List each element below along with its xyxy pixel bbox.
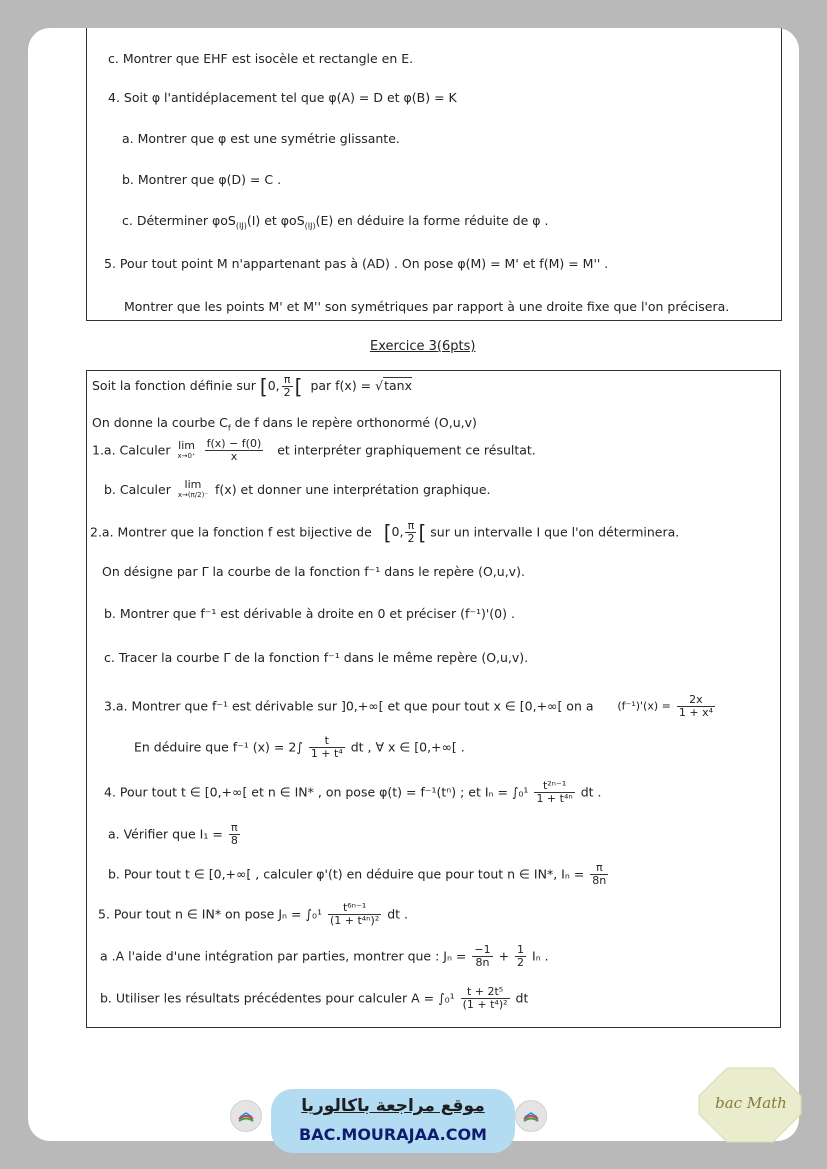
ex3-q4b: b. Pour tout t ∈ [0,+∞[ , calculer φ'(t) en déduire que pour tout n ∈ IN*, Iₙ = $\frac{\pi}{8n}$ bbox=[108, 861, 607, 887]
ex3-q4: 4. Pour tout t ∈ [0,+∞[ et n ∈ IN* , on pose φ(t) = f⁻¹(tⁿ) ; et Iₙ = ∫₀¹ $\frac{\text{t²ⁿ⁻¹}}{\text{1 + t⁴ⁿ}}$ dt . bbox=[104, 779, 602, 805]
ex2-q5-conclusion: Montrer que les points M' et M'' son symétriques par rapport à une droite fixe que l'on précisera. bbox=[124, 299, 730, 314]
bacmath-logo-text: bac Math bbox=[715, 1094, 787, 1112]
ex3-q2b: b. Montrer que f⁻¹ est dérivable à droite en 0 et préciser (f⁻¹)'(0) . bbox=[104, 606, 515, 621]
ex3-q5: 5. Pour tout n ∈ IN* on pose Jₙ = ∫₀¹ $\frac{\text{t⁶ⁿ⁻¹}}{\text{(1 + t⁴ⁿ)²}}$ dt . bbox=[98, 901, 409, 927]
ex3-q1a: 1.a. Calculer lim x→0⁺ $\frac{f(x) - f(0)}{x}$ et interpréter graphiquement ce résultat. bbox=[92, 437, 536, 463]
ex3-q3a-deduce: En déduire que f⁻¹ (x) = 2∫ $\frac{t}{\text{1 + t⁴}}$ dt , ∀ x ∈ [0,+∞[ . bbox=[134, 734, 465, 760]
footer-arabic-title[interactable]: موقع مراجعة باكالوريا bbox=[301, 1096, 485, 1116]
ex2-q4a: a. Montrer que φ est une symétrie glissante. bbox=[122, 131, 400, 146]
ex2-q4b: b. Montrer que φ(D) = C . bbox=[122, 172, 282, 187]
ex2-q4: 4. Soit φ l'antidéplacement tel que φ(A) = D et φ(B) = K bbox=[108, 90, 457, 105]
ex3-q1b: b. Calculer lim x→(π/2)⁻ f(x) et donner une interprétation graphique. bbox=[104, 478, 491, 499]
ex3-q5b: b. Utiliser les résultats précédentes pour calculer A = ∫₀¹ $\frac{\text{t + 2t⁵}}{\text{(1 + t⁴)²}}$ dt bbox=[100, 985, 529, 1011]
ex2-q5: 5. Pour tout point M n'appartenant pas à (AD) . On pose φ(M) = M' et f(M) = M'' . bbox=[104, 256, 609, 271]
ex3-q2c: c. Tracer la courbe Γ de la fonction f⁻¹ dans le même repère (O,u,v). bbox=[104, 650, 529, 665]
ex3-q3a: 3.a. Montrer que f⁻¹ est dérivable sur ]0,+∞[ et que pour tout x ∈ [0,+∞[ on a (f⁻¹)'(x) = $\frac{2x}{\text{1 + x⁴}}$ bbox=[104, 693, 713, 719]
ex3-q4a: a. Vérifier que I₁ = $\frac{\pi}{8}$ bbox=[108, 821, 238, 847]
ex3-q5a: a .A l'aide d'une intégration par parties, montrer que : Jₙ = $\frac{-1}{8n}$ + $\frac{1}{2}$ Iₙ . bbox=[100, 943, 549, 969]
document-page bbox=[28, 28, 799, 1141]
book-logo-icon-right bbox=[515, 1100, 547, 1132]
ex3-q2a: 2.a. Montrer que la fonction f est bijective de [0, $\frac{\pi}{2}$ [ sur un intervalle I que l'on déterminera. bbox=[90, 519, 680, 545]
book-logo-icon-left bbox=[230, 1100, 262, 1132]
ex3-curve-line: On donne la courbe $C_f$ de f dans le repère orthonormé (O,u,v) bbox=[92, 415, 477, 433]
ex2-q4c: c. Déterminer φoS$_{(IJ)}$(I) et φoS$_{(IJ)}$(E) en déduire la forme réduite de φ . bbox=[122, 213, 549, 231]
exercise3-title: Exercice 3(6pts) bbox=[370, 339, 476, 354]
ex3-intro-line: Soit la fonction définie sur [0, $\frac{\pi}{2}$ [ par f(x) = √tanx bbox=[92, 373, 412, 399]
footer-site-link[interactable]: BAC.MOURAJAA.COM bbox=[299, 1125, 487, 1144]
ex3-q2a-gamma: On désigne par Γ la courbe de la fonction f⁻¹ dans le repère (O,u,v). bbox=[102, 564, 525, 579]
ex2-q3c: c. Montrer que EHF est isocèle et rectangle en E. bbox=[108, 51, 414, 66]
